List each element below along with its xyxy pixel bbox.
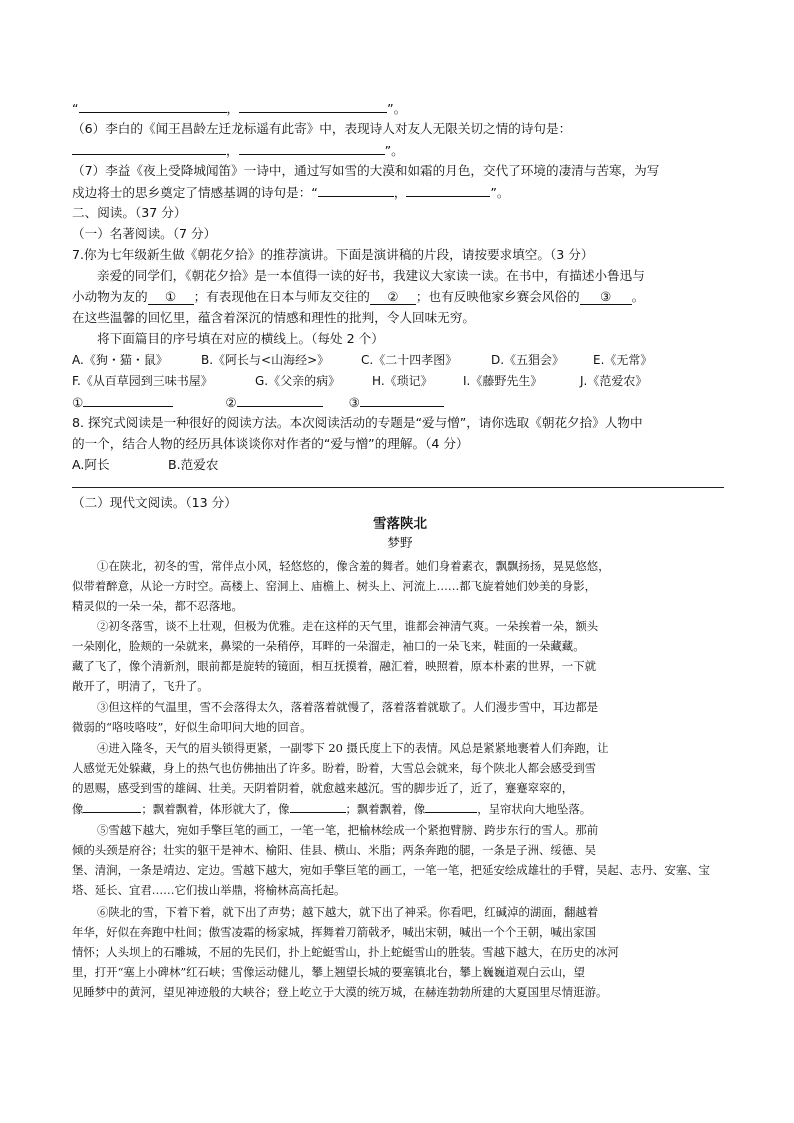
paragraph-6-line: ⑥陕北的雪，下着下着，就下出了声势；越下越大，就下出了神采。你看吧，红碱淖的湖面，翻越着 (97, 905, 599, 919)
answer-blank[interactable] (237, 392, 323, 407)
article-author: 梦野 (387, 535, 413, 550)
question-8-line-2: 的一个，结合人物的经历具体谈谈你对作者的“爱与憎”的理解。（4 分） (72, 436, 469, 451)
paragraph-2-line: ②初冬落雪，谈不上壮观，但极为优雅。走在这样的天气里，谁都会神清气爽。一朵挨着一朵，额头 (97, 619, 599, 633)
paragraph-6-line: 里，打开“塞上小碑林”红石峡；雪像运动健儿，攀上翘望长城的要塞镇北台，攀上巍巍道观白云山，望 (72, 965, 585, 979)
option-item: C.《二十四孝图》 (361, 353, 458, 367)
answer-blank[interactable] (290, 798, 346, 813)
speech-line-1: 亲爱的同学们，《朝花夕拾》是一本值得一读的好书，我建议大家读一读。在书中，有描述小鲁迅与 (97, 268, 645, 283)
answer-blank[interactable] (83, 798, 141, 813)
answer-blank[interactable] (83, 392, 173, 407)
answer-blank[interactable] (79, 98, 227, 113)
speech-line-2: 小动物为友的 ① ；有表现他在日本与师友交往的 ② ；也有反映他家乡赛会风俗的 ③ 。 (72, 289, 645, 304)
question-7-fill-line-1: （7）李益《夜上受降城闻笛》一诗中，通过写如雪的大漠和如霜的月色，交代了环境的凄清与苦寒，为写 (72, 163, 660, 178)
speech-line-3: 在这些温馨的回忆里，蕴含着深沉的情感和理性的批判，令人回味无穷。 (72, 310, 475, 325)
answer-blank[interactable] (72, 140, 226, 155)
question-8-line-1: 8. 探究式阅读是一种很好的阅读方法。本次阅读活动的专题是“爱与憎”，请你选取《朝花夕拾》人物中 (72, 415, 643, 430)
options-row-1 (72, 350, 728, 370)
paragraph-5-line: 塔、延长、宜君……它们拔山举鼎，将榆林高高托起。 (72, 883, 346, 897)
option-item: E.《无常》 (593, 353, 653, 367)
paragraph-4-line: ④进入隆冬，天气的眉头锁得更紧，一副零下 20 摄氏度上下的表情。风总是紧紧地裹着人们奔跑，让 (97, 741, 609, 755)
instruction: 将下面篇目的序号填在对应的横线上。（每处 2 个） (97, 331, 384, 346)
fill-line-1: “ ， ”。 (72, 98, 728, 119)
option-item: J.《范爱农》 (580, 374, 648, 388)
answer-row: ① ② ③ (72, 392, 728, 413)
question-8-options (72, 455, 728, 475)
option-item: D.《五猖会》 (491, 353, 565, 367)
paragraph-4-line: 的恩赐，感受到雪的雄阔、壮美。天阴着阴着，就愈越来越沉。雪的脚步近了，近了，蹇蹇窣窣的， (72, 781, 574, 795)
answer-blank[interactable] (425, 798, 477, 813)
paragraph-2-line: 敞开了，明清了，飞升了。 (72, 679, 209, 693)
section-heading: 二、阅读。（37 分） (72, 205, 187, 220)
divider (72, 487, 724, 488)
paragraph-6-line: 情怀；人头坝上的石雕城，不屈的先民们，扑上蛇蜓雪山，扑上蛇蜓雪山的胜装。雪越下越大，在历史的冰河 (72, 945, 619, 959)
answer-blank[interactable] (239, 140, 385, 155)
option-item: H.《琐记》 (372, 374, 433, 388)
paragraph-4-line: 人感觉无处躲藏，身上的热气也仿佛抽出了许多。盼着，盼着，大雪总会就来，每个陕北人都会感受到雪 (72, 761, 596, 775)
paragraph-3-line: ③但这样的气温里，雪不会落得太久，落着落着就慢了，落着落着就歇了。人们漫步雪中，耳边都是 (97, 700, 599, 714)
paragraph-1-line: 精灵似的一朵一朵，都不忍落地。 (72, 599, 243, 613)
paragraph-3-line: 微弱的“咯吱咯吱”，好似生命叩问大地的回音。 (72, 720, 312, 734)
paragraph-4-tail: 像 ；飘着飘着，体形就大了，像 ；飘着飘着，像 ，呈帘状向大地坠落。 (72, 798, 728, 819)
answer-blank[interactable] (318, 182, 394, 197)
part-2-heading: （二）现代文阅读。（13 分） (72, 495, 237, 510)
answer-blank[interactable] (360, 392, 444, 407)
paragraph-6-line: 见睡梦中的黄河，望见神迹般的大峡谷；登上屹立于大漠的统万城，在赫连勃勃所建的大夏国里尽情逛游。 (72, 985, 608, 999)
option-item: B.《阿长与<山海经>》 (201, 353, 330, 367)
paragraph-2-line: 一朵刚化，脸颊的一朵就来，鼻梁的一朵稍停，耳畔的一朵溜走，袖口的一朵飞来，鞋面的一朵藏藏。 (72, 639, 585, 653)
answer-blank[interactable] (406, 182, 490, 197)
speech-blank-2[interactable]: ② (370, 289, 416, 305)
speech-blank-3[interactable]: ③ (580, 289, 632, 305)
answer-blank[interactable] (239, 98, 387, 113)
question-7-fill-line-2: 戍边将士的思乡奠定了情感基调的诗句是：“ ， ”。 (72, 182, 728, 203)
paragraph-5-line: 堡、清涧，一条是靖边、定边。雪越下越大，宛如手擎巨笔的画工，一笔一笔，把延安绘成雄壮的手臂，吴起、志丹、安塞、宝 (72, 863, 710, 877)
question-7-stem: 7.你为七年级新生做《朝花夕拾》的推荐演讲。下面是演讲稿的片段，请按要求填空。（3 分） (72, 247, 594, 262)
option-item: G.《父亲的病》 (255, 374, 341, 388)
paragraph-5-line: 倾的头颈是府谷；壮实的躯干是神木、榆阳、佳县、横山、米脂；两条奔跑的腿，一条是子洲、绥德、吴 (72, 843, 596, 857)
paragraph-2-line: 藏了飞了，像个清新剂，眼前都是旋转的镜面，相互抚摸着，融汇着，映照着，原本朴素的世界，一下就 (72, 659, 596, 673)
part-1-heading: （一）名著阅读。（7 分） (72, 226, 217, 241)
option-item: A.阿长 (72, 457, 110, 472)
options-row-2 (72, 371, 728, 391)
option-item: B.范爱农 (168, 457, 219, 472)
question-6-answer: ， ”。 (72, 140, 728, 161)
paragraph-6-line: 年华，好似在奔跑中杜间；傲雪凌霜的杨家城，挥舞着刀箭戟矛，喊出宋朝，喊出一个个王朝，喊出家国 (72, 925, 596, 939)
question-6: （6）李白的《闻王昌龄左迁龙标遥有此寄》中，表现诗人对友人无限关切之情的诗句是： (72, 121, 572, 136)
speech-blank-1[interactable]: ① (148, 289, 194, 305)
article-title: 雪落陕北 (373, 516, 427, 532)
paragraph-1-line: 似带着醉意，从论一方时空。高楼上、窑洞上、庙檐上、树头上、河流上……都飞旋着她们妙美的身影， (72, 579, 596, 593)
option-item: F.《从百草园到三味书屋》 (72, 374, 213, 388)
paragraph-1-line: ①在陕北，初冬的雪，常伴点小风，轻悠悠的，像含羞的舞者。她们身着素衣，飘飘扬扬，晃晃悠悠， (97, 559, 610, 573)
option-item: A.《狗・猫・鼠》 (72, 353, 168, 367)
paragraph-5-line: ⑤雪越下越大，宛如手擎巨笔的画工，一笔一笔，把榆林绘成一个紧抱臂膀、跨步东行的雪人。那前 (97, 823, 599, 837)
option-item: I.《藤野先生》 (463, 374, 543, 388)
